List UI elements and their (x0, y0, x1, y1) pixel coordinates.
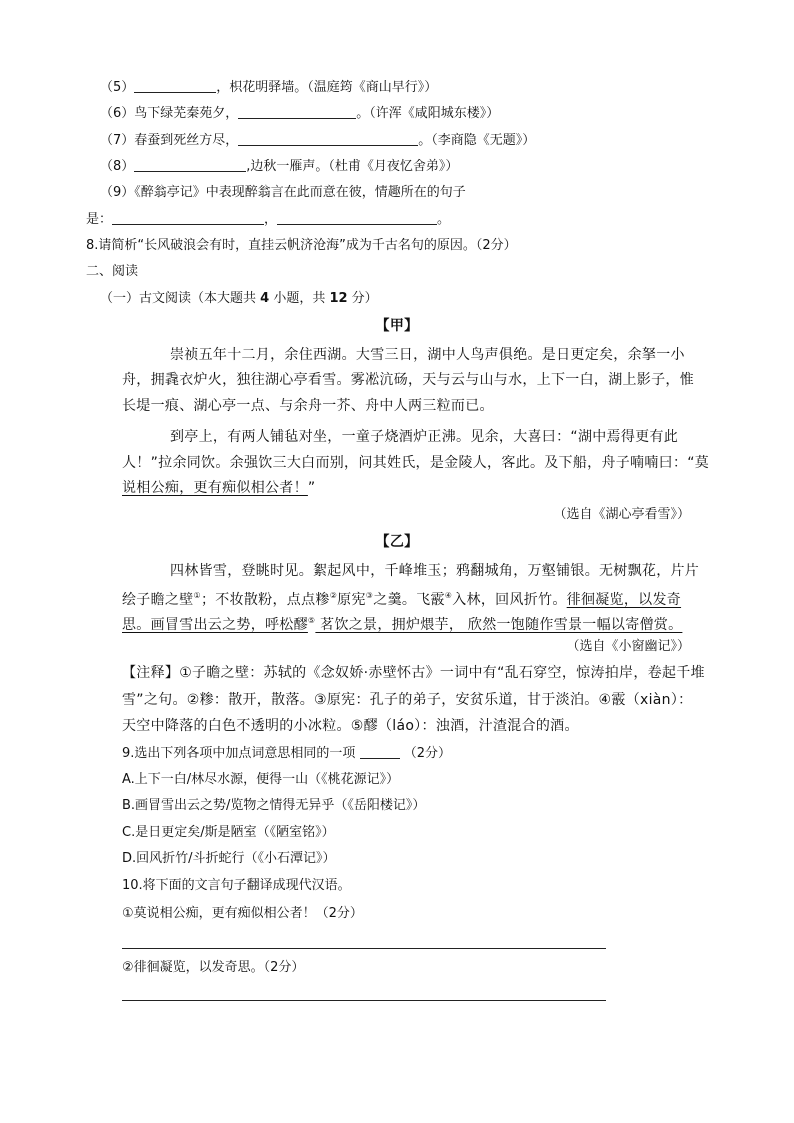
answer-blank[interactable] (134, 78, 216, 93)
passage-jia-line: 舟，拥毳衣炉火，独往湖心亭看雪。雾凇沆砀，天与云与山与水，上下一白，湖上影子，惟 (122, 372, 694, 388)
blank-item-8: （8） ,边秋一雁声。（杜甫《月夜忆舍弟》） (100, 159, 459, 174)
answer-blank[interactable] (238, 131, 418, 146)
answer-blank[interactable] (238, 104, 356, 119)
passage-jia-line: 到亭上，有两人铺毡对坐，一童子烧酒炉正沸。见余，大喜曰：“湖中焉得更有此 (170, 429, 679, 445)
subsection-heading-classical: （一）古文阅读（本大题共 4 小题，共 12 分） (100, 291, 378, 306)
option-d: D.回风折竹/斗折蛇行（《小石潭记》） (122, 851, 336, 866)
passage-jia-line: 人！”拉余同饮。余强饮三大白而别，问其姓氏，是金陵人，客此。及下船，舟子喃喃曰：“莫 (122, 455, 710, 471)
answer-blank[interactable] (277, 210, 437, 225)
blank-item-5: （5） ，枳花明驿墙。（温庭筠《商山早行》） (100, 80, 438, 95)
blank-item-9-line2: 是： ， 。 (86, 212, 451, 227)
passage-jia-title: 【甲】 (375, 318, 419, 334)
underlined-sentence: 说相公痴，更有痴似相公者！ (122, 480, 308, 496)
blank-item-9: （9）《醉翁亭记》中表现醉翁言在此而意在彼，情趣所在的句子 (100, 185, 466, 200)
option-b: B.画冒雪出云之势/览物之情得无异乎（《岳阳楼记》） (122, 798, 426, 813)
option-a: A.上下一白/林尽水源，便得一山（《桃花源记》） (122, 772, 400, 787)
option-c: C.是日更定矣/斯是陋室（《陋室铭》） (122, 825, 335, 840)
passage-jia-source: （选自《湖心亭看雪》） (553, 507, 690, 522)
passage-yi-line: 思。画冒雪出云之势，呼松醪⑤ 茗饮之景，拥炉煨芋， 欣然一饱随作雪景一幅以寄僧赏。 (122, 616, 683, 633)
question-10: 10.将下面的文言句子翻译成现代汉语。 (122, 878, 351, 893)
question-10-sentence-2: ②徘徊凝览，以发奇思。（2分） (122, 960, 305, 975)
blank-item-7: （7）春蚕到死丝方尽， 。（李商隐《无题》） (100, 133, 536, 148)
passage-jia-line: 崇祯五年十二月，余住西湖。大雪三日，湖中人鸟声俱绝。是日更定矣，余拏一小 (170, 347, 685, 363)
blank-item-6: （6）鸟下绿芜秦苑夕， 。（许浑《咸阳城东楼》） (100, 106, 500, 121)
answer-line[interactable] (122, 948, 606, 949)
notes-line: 雪”之句。②糁：散开，散落。③原宪：孔子的弟子，安贫乐道，甘于淡泊。④霰（xiàn）： (122, 692, 693, 708)
passage-yi-title: 【乙】 (375, 534, 419, 550)
notes-line: 【注释】①子瞻之壁：苏轼的《念奴娇·赤壁怀古》一词中有“乱石穿空，惊涛拍岸，卷起千堆 (122, 665, 705, 681)
question-10-sentence-1: ①莫说相公痴，更有痴似相公者！（2分） (122, 906, 363, 921)
passage-yi-source: （选自《小窗幽记》） (566, 639, 690, 654)
section-heading-reading: 二、阅读 (86, 264, 139, 279)
passage-yi-line: 绘子瞻之壁①；不妆散粉，点点糁②原宪③之羹。飞霰④入林，回风折竹。徘徊凝览，以发奇 (122, 591, 682, 608)
answer-blank[interactable] (360, 744, 400, 759)
question-8: 8.请简析“长风破浪会有时，直挂云帆济沧海”成为千古名句的原因。（2分） (86, 238, 517, 253)
answer-blank[interactable] (134, 157, 246, 172)
answer-line[interactable] (122, 1000, 606, 1001)
passage-jia-line: 说相公痴，更有痴似相公者！” (122, 480, 316, 496)
answer-blank[interactable] (112, 210, 264, 225)
notes-line: 天空中降落的白色不透明的小冰粒。⑤醪（láo）：浊酒，汁渣混合的酒。 (122, 718, 579, 734)
question-9: 9.选出下列各项中加点词意思相同的一项 （2分） (122, 746, 451, 761)
passage-yi-line: 四林皆雪，登眺时见。絮起风中，千峰堆玉；鸦翻城角，万壑铺银。无树飘花，片片 (170, 563, 700, 579)
passage-jia-line: 长堤一痕、湖心亭一点、与余舟一芥、舟中人两三粒而已。 (122, 398, 494, 414)
